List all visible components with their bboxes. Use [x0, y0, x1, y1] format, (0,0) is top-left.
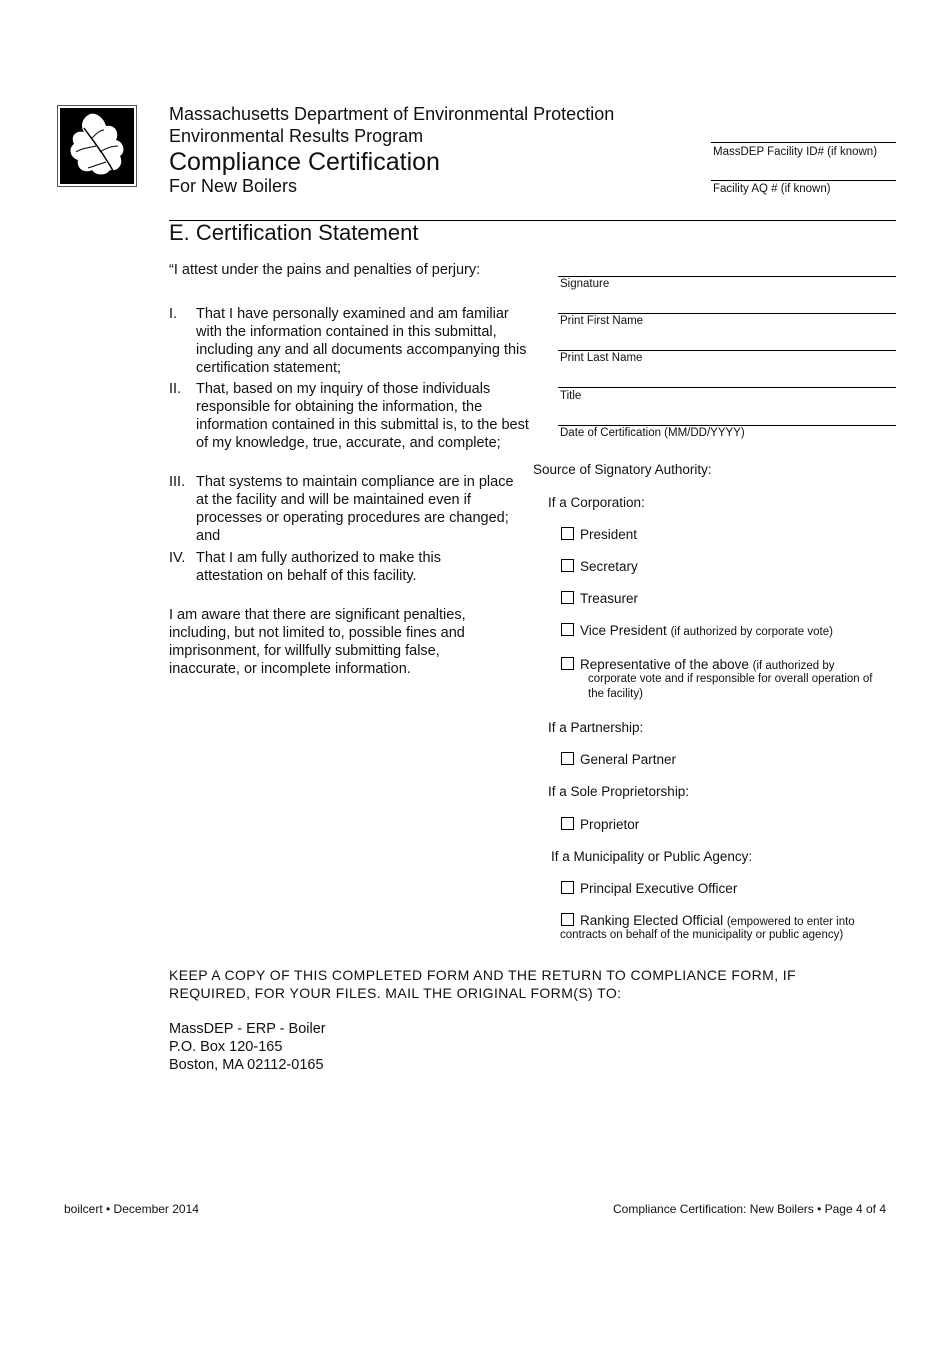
partnership-label: If a Partnership:: [548, 720, 644, 735]
mailing-instruction: KEEP A COPY OF THIS COMPLETED FORM AND THE RETURN TO COMPLIANCE FORM, IF REQUIRED, FOR YOUR FILES. MAIL THE ORIGINAL FORM(S) TO:: [169, 967, 797, 1001]
representative-checkbox[interactable]: [561, 657, 574, 670]
treasurer-checkbox[interactable]: [561, 591, 574, 604]
ranking-official-option[interactable]: Ranking Elected Official (empowered to enter into: [561, 913, 855, 930]
item-text: That systems to maintain compliance are in place at the facility and will be maintained even if processes or operating procedures are changed; and: [196, 474, 514, 544]
address-line: Boston, MA 02112-0165: [169, 1057, 324, 1073]
municipality-label: If a Municipality or Public Agency:: [551, 849, 753, 864]
program-name: Environmental Results Program: [169, 126, 424, 146]
facility-id-label: MassDEP Facility ID# (if known): [713, 146, 878, 158]
form-title: Compliance Certification: [169, 148, 440, 176]
address-line: P.O. Box 120-165: [169, 1039, 283, 1055]
proprietor-option[interactable]: Proprietor: [561, 817, 639, 833]
ranking-official-note: contracts on behalf of the municipality or public agency): [560, 929, 844, 941]
president-option[interactable]: President: [561, 527, 637, 543]
last-name-label: Print Last Name: [560, 352, 643, 364]
footer-right: Compliance Certification: New Boilers • Page 4 of 4: [613, 1202, 886, 1216]
item-text: That I have personally examined and am familiar with the information contained in this submittal, including any and all documents accompanying this certification statement;: [196, 306, 527, 376]
general-partner-checkbox[interactable]: [561, 752, 574, 765]
general-partner-option[interactable]: General Partner: [561, 752, 676, 768]
item-number: I.: [169, 306, 178, 322]
president-checkbox[interactable]: [561, 527, 574, 540]
treasurer-option[interactable]: Treasurer: [561, 591, 638, 607]
representative-option[interactable]: Representative of the above (if authorized by: [561, 657, 834, 674]
form-subtitle: For New Boilers: [169, 176, 298, 196]
facility-aq-label: Facility AQ # (if known): [713, 183, 831, 195]
footer-left: boilcert • December 2014: [64, 1202, 199, 1216]
item-number: III.: [169, 474, 186, 490]
ranking-official-note: (empowered to enter into: [726, 916, 855, 928]
representative-note: corporate vote and if responsible for overall operation of: [588, 673, 873, 685]
facility-id-field[interactable]: [711, 142, 896, 143]
facility-aq-field[interactable]: [711, 180, 896, 181]
title-field[interactable]: [558, 387, 896, 388]
section-title: E. Certification Statement: [169, 220, 419, 245]
vice-president-checkbox[interactable]: [561, 623, 574, 636]
secretary-checkbox[interactable]: [561, 559, 574, 572]
principal-executive-option[interactable]: Principal Executive Officer: [561, 881, 737, 897]
item-number: IV.: [169, 550, 186, 566]
org-name: Massachusetts Department of Environmental Protection: [169, 104, 615, 124]
proprietor-checkbox[interactable]: [561, 817, 574, 830]
vice-president-note: (if authorized by corporate vote): [670, 626, 833, 638]
authority-heading: Source of Signatory Authority:: [533, 462, 712, 477]
awareness-statement: I am aware that there are significant penalties, including, but not limited to, possible fines and imprisonment, for willfully submitting false, inaccurate, or incomplete information.: [169, 607, 466, 677]
representative-note: (if authorized by: [752, 660, 835, 672]
title-label: Title: [560, 390, 582, 402]
item-number: II.: [169, 381, 182, 397]
signature-label: Signature: [560, 278, 610, 290]
date-label: Date of Certification (MM/DD/YYYY): [560, 427, 745, 439]
oak-leaf-icon: [60, 108, 134, 184]
item-text: That, based on my inquiry of those individuals responsible for obtaining the information, the information contained in this submittal is, to the best of my knowledge, true, accurate, and complete;: [196, 381, 529, 451]
representative-note: the facility): [588, 688, 643, 700]
vice-president-option[interactable]: Vice President (if authorized by corporate vote): [561, 623, 833, 640]
principal-executive-checkbox[interactable]: [561, 881, 574, 894]
sole-proprietorship-label: If a Sole Proprietorship:: [548, 784, 690, 799]
corporation-label: If a Corporation:: [548, 495, 645, 510]
secretary-option[interactable]: Secretary: [561, 559, 638, 575]
attest-intro: “I attest under the pains and penalties of perjury:: [169, 262, 481, 278]
item-text: That I am fully authorized to make this attestation on behalf of this facility.: [196, 550, 441, 584]
first-name-label: Print First Name: [560, 315, 644, 327]
massdep-logo: [57, 105, 137, 187]
address-line: MassDEP - ERP - Boiler: [169, 1021, 326, 1037]
ranking-official-checkbox[interactable]: [561, 913, 574, 926]
